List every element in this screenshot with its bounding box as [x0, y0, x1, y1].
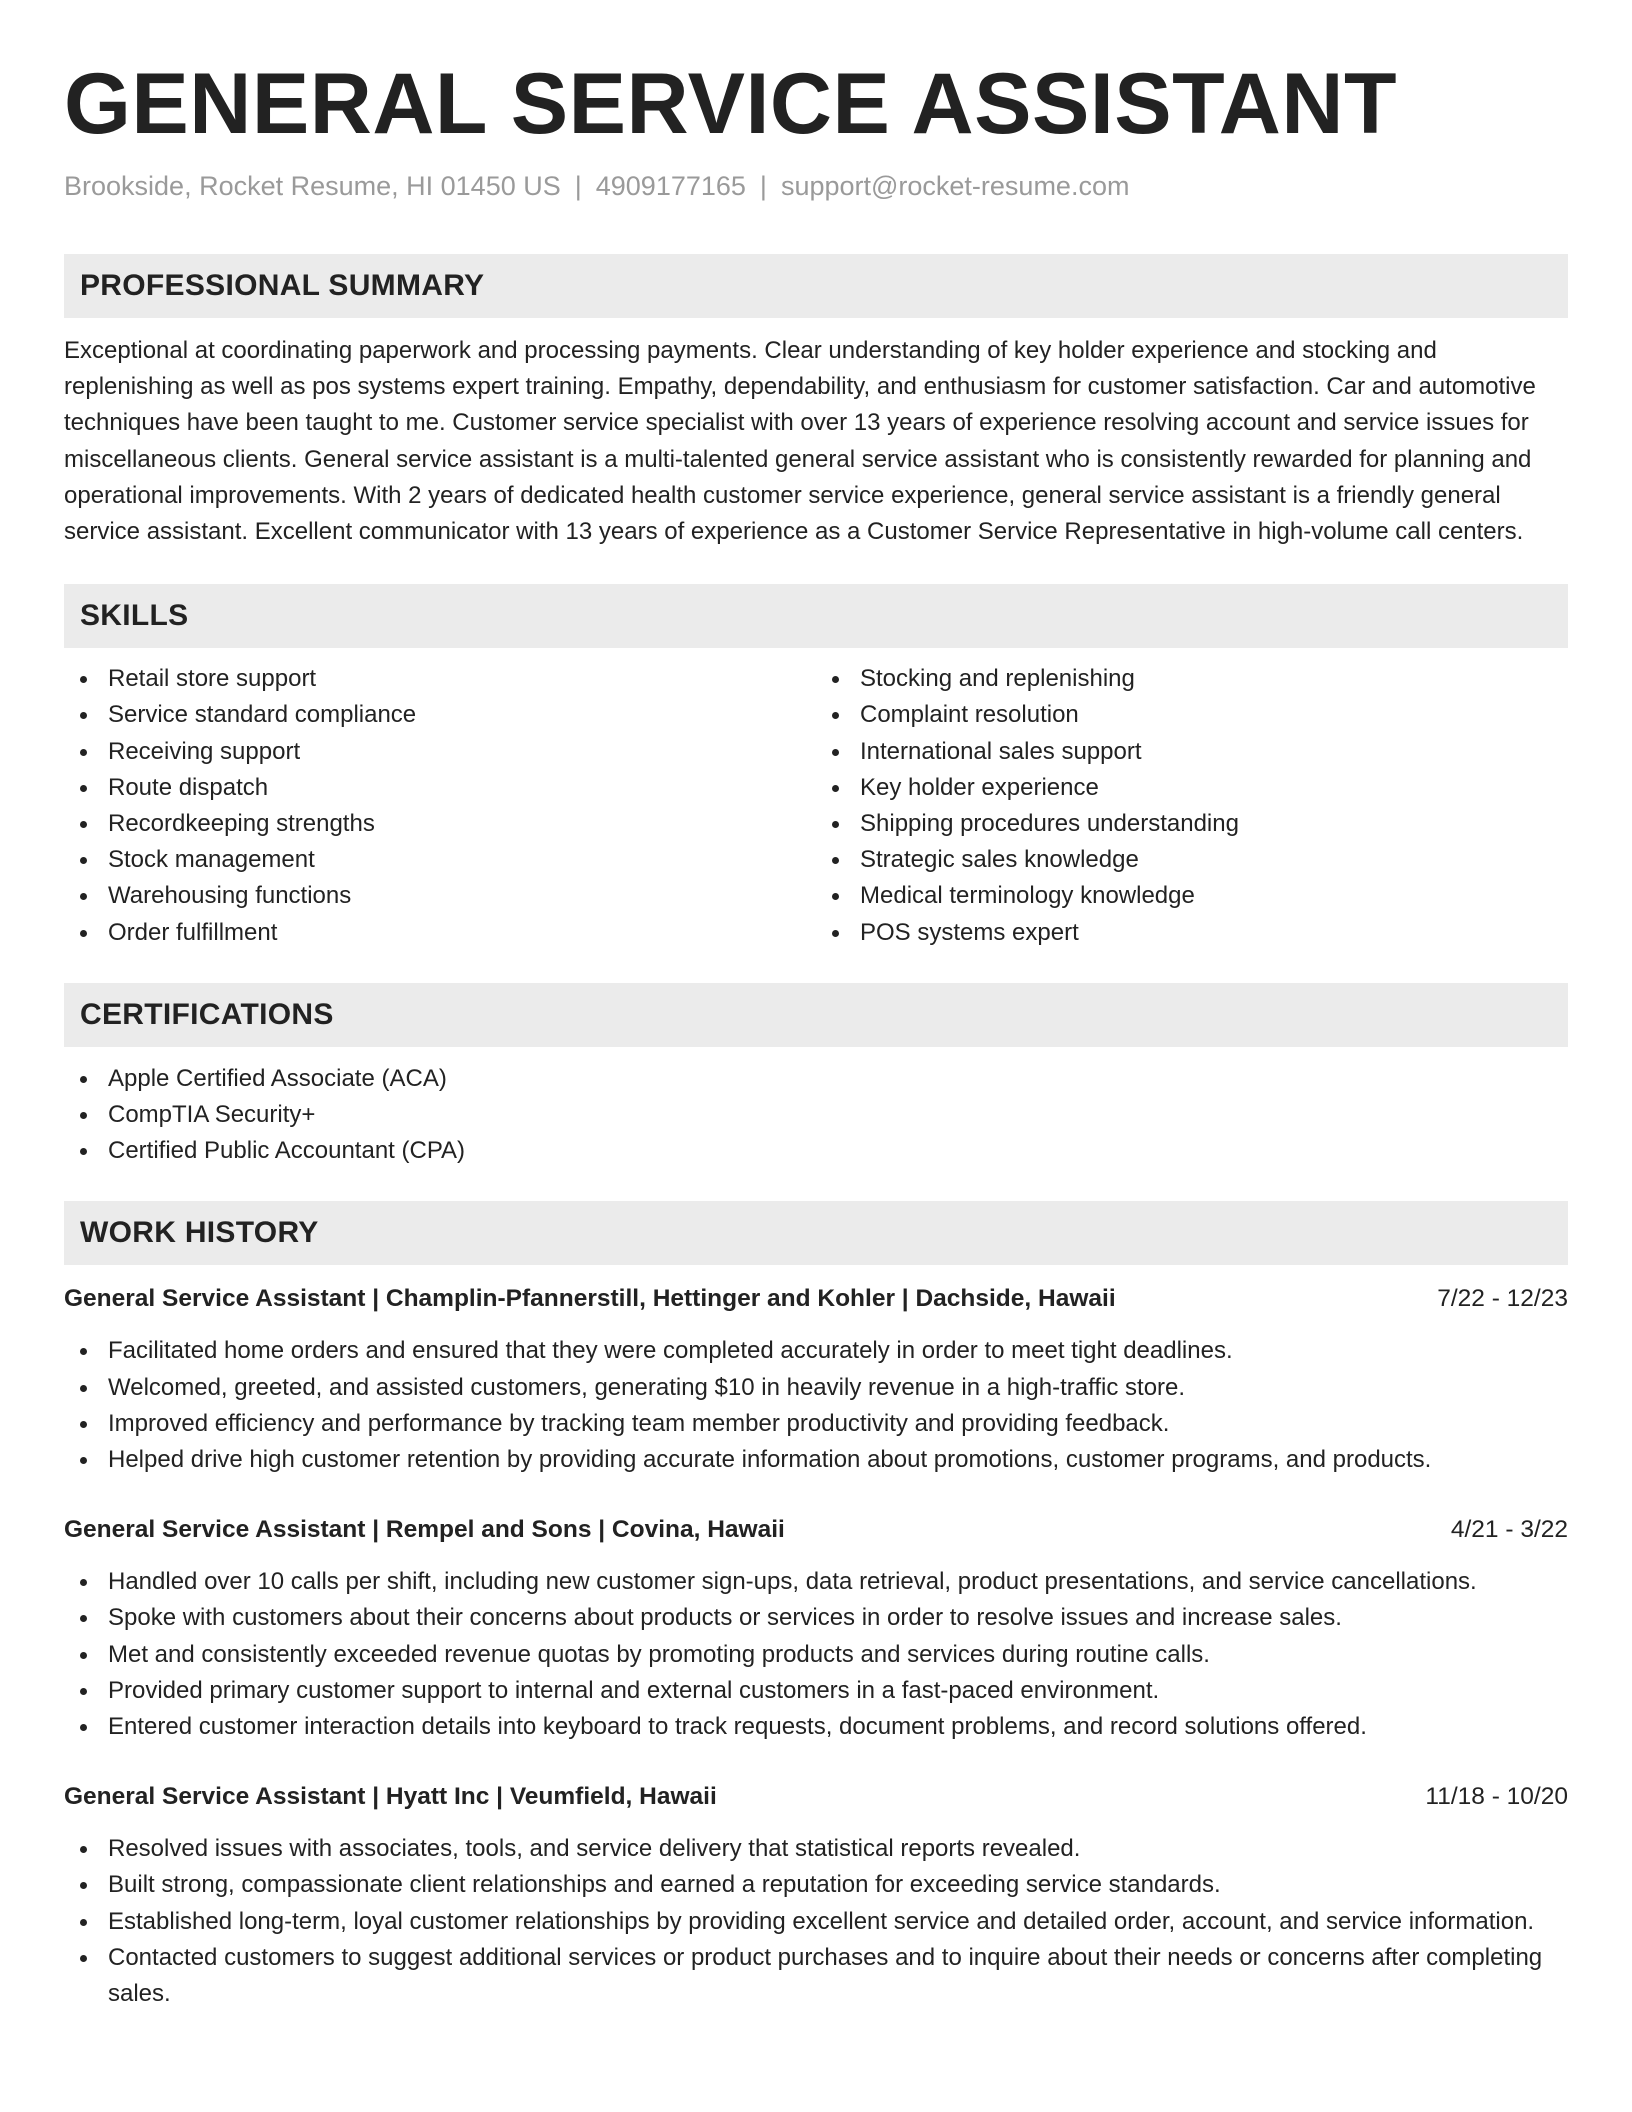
- skill-item: Route dispatch: [64, 770, 816, 806]
- skill-item: Receiving support: [64, 734, 816, 770]
- contact-address: Brookside, Rocket Resume, HI 01450 US: [64, 171, 561, 201]
- job-bullet: Provided primary customer support to internal and external customers in a fast-paced environment.: [64, 1673, 1568, 1709]
- skill-item: POS systems expert: [816, 915, 1568, 951]
- certification-item: Certified Public Accountant (CPA): [64, 1133, 1568, 1169]
- job-bullet: Welcomed, greeted, and assisted customers, generating $10 in heavily revenue in a high-traffic store.: [64, 1370, 1568, 1406]
- work-history-section-header: WORK HISTORY: [64, 1201, 1568, 1265]
- skill-item: Warehousing functions: [64, 878, 816, 914]
- job-bullet: Built strong, compassionate client relationships and earned a reputation for exceeding service standards.: [64, 1867, 1568, 1903]
- skill-item: Recordkeeping strengths: [64, 806, 816, 842]
- job-header: [64, 1281, 1568, 1317]
- job-bullet: Entered customer interaction details into keyboard to track requests, document problems, and record solutions offered.: [64, 1709, 1568, 1745]
- job-bullet: Resolved issues with associates, tools, and service delivery that statistical reports revealed.: [64, 1831, 1568, 1867]
- skill-item: Retail store support: [64, 661, 816, 697]
- skills-column-right: [816, 661, 1568, 951]
- job-bullets: [64, 1564, 1568, 1745]
- certifications-section-header: CERTIFICATIONS: [64, 983, 1568, 1047]
- certifications-list: [64, 1061, 1568, 1170]
- job-header: [64, 1512, 1568, 1548]
- skill-item: Key holder experience: [816, 770, 1568, 806]
- summary-section-header: PROFESSIONAL SUMMARY: [64, 254, 1568, 318]
- job-bullets: [64, 1333, 1568, 1478]
- certification-item: CompTIA Security+: [64, 1097, 1568, 1133]
- job-bullet: Facilitated home orders and ensured that they were completed accurately in order to meet tight deadlines.: [64, 1333, 1568, 1369]
- job-dates: 11/18 - 10/20: [1425, 1783, 1568, 1811]
- job-bullet: Contacted customers to suggest additional services or product purchases and to inquire about their needs or concerns after completing sales.: [64, 1940, 1568, 2012]
- skill-item: Stocking and replenishing: [816, 661, 1568, 697]
- skill-item: Order fulfillment: [64, 915, 816, 951]
- contact-separator: |: [574, 171, 582, 201]
- job-entry: [64, 1779, 1568, 2012]
- summary-text: Exceptional at coordinating paperwork and processing payments. Clear understanding of key holder experience and stocking and replenishing as well as pos systems expert training. Empathy, dependability, and enthusiasm for customer satisfaction. Car and automotive techniques have been taught to me. Customer service specialist with over 13 years of experience resolving account and service issues for miscellaneous clients. General service assistant is a multi-talented general service assistant who is consistently rewarded for planning and operational improvements. With 2 years of dedicated health customer service experience, general service assistant is a friendly general service assistant. Excellent communicator with 13 years of experience as a Customer Service Representative in high-volume call centers.: [64, 337, 1536, 546]
- skills-grid: [64, 661, 1568, 951]
- job-entry: [64, 1512, 1568, 1745]
- job-header: [64, 1779, 1568, 1815]
- job-entry: [64, 1281, 1568, 1478]
- candidate-name: GENERAL SERVICE ASSISTANT: [64, 56, 1397, 152]
- skill-item: Medical terminology knowledge: [816, 878, 1568, 914]
- skill-item: Strategic sales knowledge: [816, 842, 1568, 878]
- skill-item: Shipping procedures understanding: [816, 806, 1568, 842]
- skills-column-left: [64, 661, 816, 951]
- skills-section-header: SKILLS: [64, 584, 1568, 648]
- contact-line: [64, 166, 1568, 206]
- job-bullets: [64, 1831, 1568, 2012]
- job-bullet: Improved efficiency and performance by tracking team member productivity and providing feedback.: [64, 1406, 1568, 1442]
- job-title: General Service Assistant | Hyatt Inc | Veumfield, Hawaii: [64, 1783, 717, 1811]
- job-bullet: Handled over 10 calls per shift, including new customer sign-ups, data retrieval, product presentations, and service cancellations.: [64, 1564, 1568, 1600]
- job-title: General Service Assistant | Rempel and Sons | Covina, Hawaii: [64, 1516, 785, 1544]
- skill-item: International sales support: [816, 734, 1568, 770]
- job-title: General Service Assistant | Champlin-Pfannerstill, Hettinger and Kohler | Dachside, Hawaii: [64, 1285, 1116, 1313]
- job-dates: 7/22 - 12/23: [1437, 1285, 1568, 1313]
- certification-item: Apple Certified Associate (ACA): [64, 1061, 1568, 1097]
- skill-item: Stock management: [64, 842, 816, 878]
- job-bullet: Helped drive high customer retention by providing accurate information about promotions, customer programs, and products.: [64, 1442, 1568, 1478]
- job-bullet: Established long-term, loyal customer relationships by providing excellent service and detailed order, account, and service information.: [64, 1904, 1568, 1940]
- contact-separator: |: [759, 171, 767, 201]
- contact-phone: 4909177165: [595, 171, 746, 201]
- skill-item: Service standard compliance: [64, 697, 816, 733]
- job-bullet: Met and consistently exceeded revenue quotas by promoting products and services during routine calls.: [64, 1637, 1568, 1673]
- job-bullet: Spoke with customers about their concerns about products or services in order to resolve issues and increase sales.: [64, 1600, 1568, 1636]
- contact-email: support@rocket-resume.com: [780, 171, 1130, 201]
- skill-item: Complaint resolution: [816, 697, 1568, 733]
- job-dates: 4/21 - 3/22: [1450, 1516, 1568, 1544]
